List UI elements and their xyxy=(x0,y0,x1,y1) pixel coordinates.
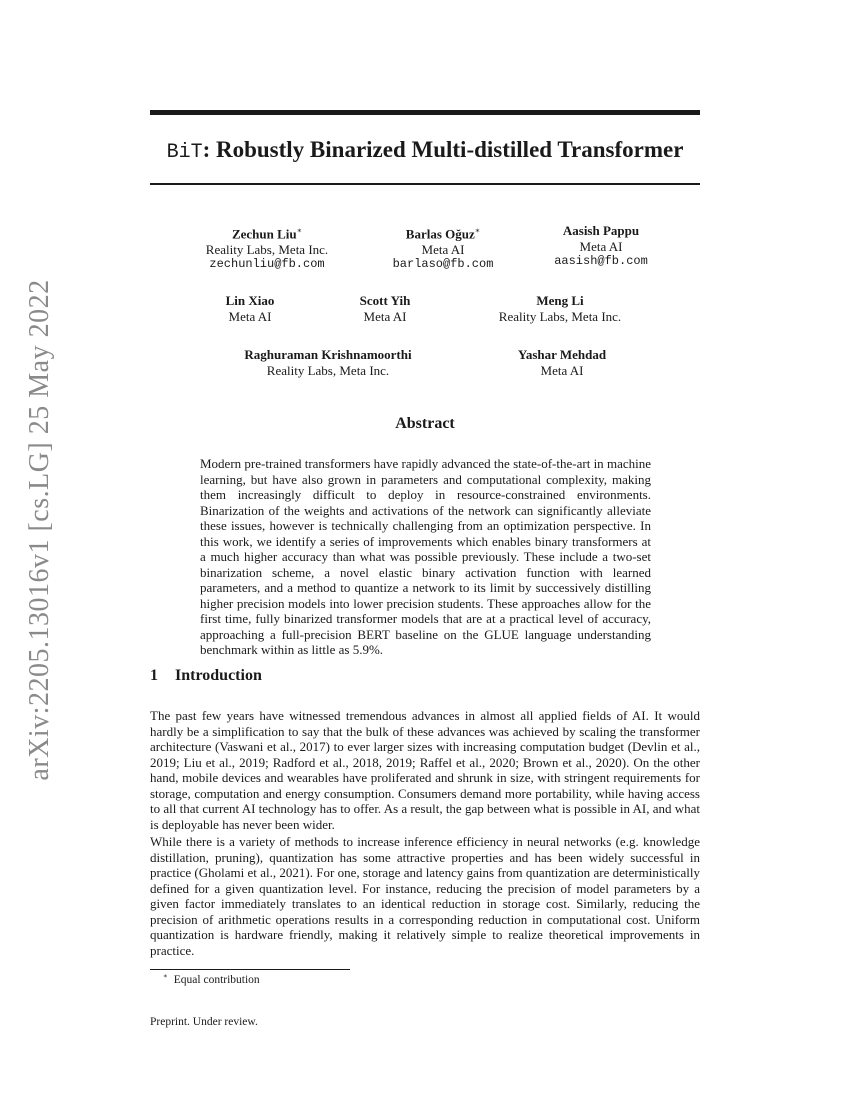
author-affiliation: Meta AI xyxy=(579,238,623,254)
abstract-heading: Abstract xyxy=(395,415,455,432)
author-name: Yashar Mehdad xyxy=(517,347,607,362)
arxiv-identifier-stamp: arXiv:2205.13016v1 [cs.LG] 25 May 2022 xyxy=(24,279,55,781)
author-affiliation: Reality Labs, Meta Inc. xyxy=(205,241,329,257)
author-name: Zechun Liu xyxy=(231,226,297,242)
section-title: Introduction xyxy=(175,667,262,684)
abstract-body xyxy=(200,456,651,658)
paragraph-text: The past few years have witnessed tremendous advances in almost all applied fields of AI. It would hardly be a simplification to say that the bulk of these advances was achieved by scaling the transformer architecture (Vaswani et al., 2017) to ever larger sizes with increasing computation budget (Devlin et al., 2019; Liu et al., 2019; Radford et al., 2018, 2019; Raffel et al., 2020; Brown et al., 2020). On the other hand, mobile devices and wearables have proliferated and shrunk in size, with stringent requirements for storage, computation and energy consumption. Consumers demand more portability, while having access to all that current AI technology has to offer. As a result, the gap between what is possible in AI, and what is deployable has never been wider. xyxy=(150,708,700,832)
footnote xyxy=(163,972,260,986)
author-name: Barlas Oğuz xyxy=(405,226,475,242)
author-name: Scott Yih xyxy=(359,293,411,308)
footnote-mark: ∗ xyxy=(163,972,168,980)
author-block xyxy=(554,223,648,270)
title-text: : Robustly Binarized Multi-distilled Transformer xyxy=(202,137,684,162)
title-model-name: BiT xyxy=(166,141,203,164)
section-heading xyxy=(150,667,262,685)
paper-title xyxy=(150,136,700,167)
paragraph-text: While there is a variety of methods to increase inference efficiency in neural networks (e.g. knowledge distillation, pruning), quantization has some attractive properties and has been widely successful in practice (Gholami et al., 2021). For one, storage and latency gains from quantization are deterministically defined for a given quantization level. For instance, reducing the precision of model parameters by a given factor immediately translates to an identical reduction in storage cost. Similarly, reducing the precision of arithmetic operations results in a corresponding reduction in computational cost. Uniform quantization is hardware friendly, making it relatively simple to realize theoretical improvements in practice. xyxy=(150,834,700,958)
footnote-rule xyxy=(150,969,350,970)
abstract-text: Modern pre-trained transformers have rapidly advanced the state-of-the-art in machine learning, but have also grown in parameters and computational complexity, making them increasingly difficult to deploy in resource-constrained environments. Binarization of the weights and activations of the network can significantly alleviate these issues, however is technically challenging from an optimization perspective. In this work, we identify a series of improvements which enables binary transformers at a much higher accuracy than what was possible previously. These include a two-set binarization scheme, a novel elastic binary activation function with learned parameters, and a method to quantize a network to its limit by successively distilling higher precision models into lower precision students. These approaches allow for the first time, fully binarized transformer models that are at a practical level of accuracy, approaching a full-precision BERT baseline on the GLUE language understanding benchmark within as little as 5.9%. xyxy=(200,456,651,657)
author-affiliation: Meta AI xyxy=(228,308,272,324)
author-email: zechunliu@fb.com xyxy=(209,257,325,272)
author-affiliation: Meta AI xyxy=(540,362,584,378)
author-block xyxy=(499,293,621,324)
author-name: Lin Xiao xyxy=(225,293,275,308)
author-name: Aasish Pappu xyxy=(562,223,640,238)
author-name: Meng Li xyxy=(536,293,584,308)
author-block xyxy=(226,293,275,324)
equal-contribution-mark: ∗ xyxy=(474,226,481,235)
body-paragraph xyxy=(150,834,700,958)
equal-contribution-mark: ∗ xyxy=(296,226,303,235)
author-email: aasish@fb.com xyxy=(554,254,648,268)
section-number: 1 xyxy=(150,667,158,684)
title-top-rule xyxy=(150,110,700,115)
title-bottom-rule xyxy=(150,183,700,185)
preprint-notice: Preprint. Under review. xyxy=(150,1016,258,1028)
author-name: Raghuraman Krishnamoorthi xyxy=(244,347,412,362)
author-affiliation: Meta AI xyxy=(421,241,465,257)
author-affiliation: Reality Labs, Meta Inc. xyxy=(266,362,390,378)
author-affiliation: Meta AI xyxy=(363,308,407,324)
author-email: barlaso@fb.com xyxy=(392,257,494,272)
author-block xyxy=(393,223,494,273)
author-block xyxy=(206,223,328,273)
author-block xyxy=(244,347,411,378)
footnote-text: Equal contribution xyxy=(173,973,260,986)
author-block xyxy=(518,347,606,378)
body-paragraph xyxy=(150,708,700,832)
author-block xyxy=(360,293,411,324)
author-affiliation: Reality Labs, Meta Inc. xyxy=(498,308,622,324)
